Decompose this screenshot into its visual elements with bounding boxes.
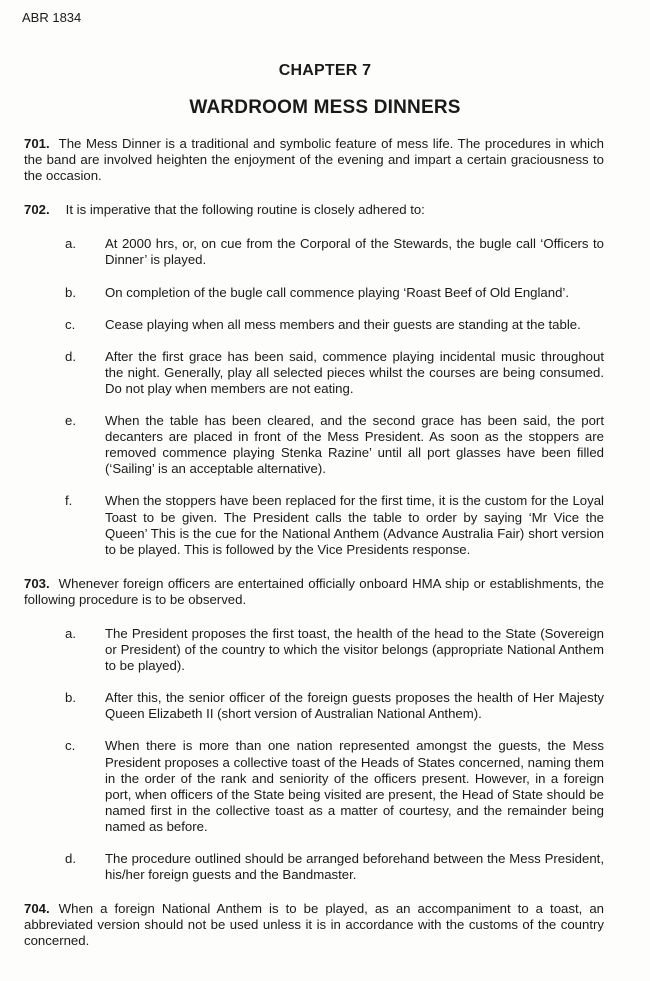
list-item [24, 236, 604, 268]
paragraph-number: 704. [24, 901, 50, 917]
paragraph-text: When a foreign National Anthem is to be played, as an accompaniment to a toast, an abbreviated version should not be used unless it is in accordance with the customs of the country concerned. [24, 901, 604, 949]
list-item [24, 626, 604, 674]
paragraph-number: 703. [24, 575, 50, 591]
list-item [24, 349, 604, 397]
chapter-title: WARDROOM MESS DINNERS [189, 97, 461, 118]
list-item-text: The President proposes the first toast, the health of the head to the State (Sovereign or President) of the country to which the visitor belongs (appropriate National Anthem to be played). [105, 625, 604, 674]
paragraph-number: 702. [24, 202, 50, 218]
list-item-text: Cease playing when all mess members and their guests are standing at the table. [105, 316, 581, 332]
list-item-letter: e. [65, 413, 76, 429]
list-item [24, 493, 604, 557]
list-item-text: After this, the senior officer of the foreign guests proposes the health of Her Majesty Queen Elizabeth II (short version of Australian National Anthem). [105, 690, 604, 722]
list-item [24, 690, 604, 722]
list-item-text: When there is more than one nation represented amongst the guests, the Mess President proposes a collective toast of the Heads of States concerned, naming them in the order of the rank and seniority of the officers present. However, in a foreign port, when officers of the State being visited are present, the Head of State should be named first in the collective toast as a matter of courtesy, and the remainder being named as before. [105, 738, 604, 834]
list-item-text: At 2000 hrs, or, on cue from the Corporal of the Stewards, the bugle call ‘Officers to Dinner’ is played. [105, 236, 604, 268]
list-item-letter: a. [65, 236, 76, 252]
document-body [24, 136, 604, 967]
list-item-text: On completion of the bugle call commence playing ‘Roast Beef of Old England’. [105, 284, 570, 300]
list-item-letter: c. [65, 316, 76, 332]
paragraph-number: 701. [24, 136, 50, 151]
list-item-letter: b. [65, 690, 76, 706]
paragraph-text: It is imperative that the following routine is closely adhered to: [65, 202, 425, 218]
chapter-label: CHAPTER 7 [278, 62, 372, 79]
paragraph-701 [24, 136, 604, 184]
list-item-letter: f. [65, 493, 73, 509]
paragraph-text: The Mess Dinner is a traditional and symbolic feature of mess life. The procedures in which the band are involved heighten the enjoyment of the evening and impart a certain graciousness to the occasion. [24, 136, 604, 184]
list-item [24, 851, 604, 883]
document-reference: ABR 1834 [22, 10, 82, 25]
list-item-letter: b. [65, 284, 76, 300]
list-item-text: The procedure outlined should be arranged beforehand between the Mess President, his/her foreign guests and the Bandmaster. [105, 851, 604, 883]
list-item [24, 285, 604, 301]
list-item-letter: d. [65, 851, 76, 866]
paragraph-703-list [24, 626, 604, 883]
list-item-text: When the table has been cleared, and the second grace has been said, the port decanters are placed in front of the Mess President. As soon as the stoppers are removed commence playing Stenka Razine’ until all port glasses have been filled (‘Sailing’ is an acceptable alternative). [105, 413, 604, 477]
list-item [24, 317, 604, 333]
list-item-text: When the stoppers have been replaced for the first time, it is the custom for the Loyal Toast to be given. The President calls the table to order by saying ‘Mr Vice the Queen’ This is the cue for the National Anthem (Advance Australia Fair) short version to be played. This is followed by the Vice Presidents response. [105, 493, 604, 557]
paragraph-704 [24, 901, 604, 949]
paragraph-702 [24, 202, 604, 218]
list-item-letter: d. [65, 348, 76, 364]
paragraph-703 [24, 576, 604, 608]
paragraph-text: Whenever foreign officers are entertained officially onboard HMA ship or establishments, the following procedure is to be observed. [24, 575, 604, 607]
paragraph-702-list [24, 236, 604, 557]
list-item [24, 738, 604, 835]
list-item-letter: a. [65, 625, 76, 641]
list-item-letter: c. [65, 738, 76, 754]
list-item [24, 413, 604, 477]
list-item-text: After the first grace has been said, commence playing incidental music throughout the night. Generally, play all selected pieces whilst the courses are being consumed. Do not play when members are not eating. [105, 348, 604, 396]
